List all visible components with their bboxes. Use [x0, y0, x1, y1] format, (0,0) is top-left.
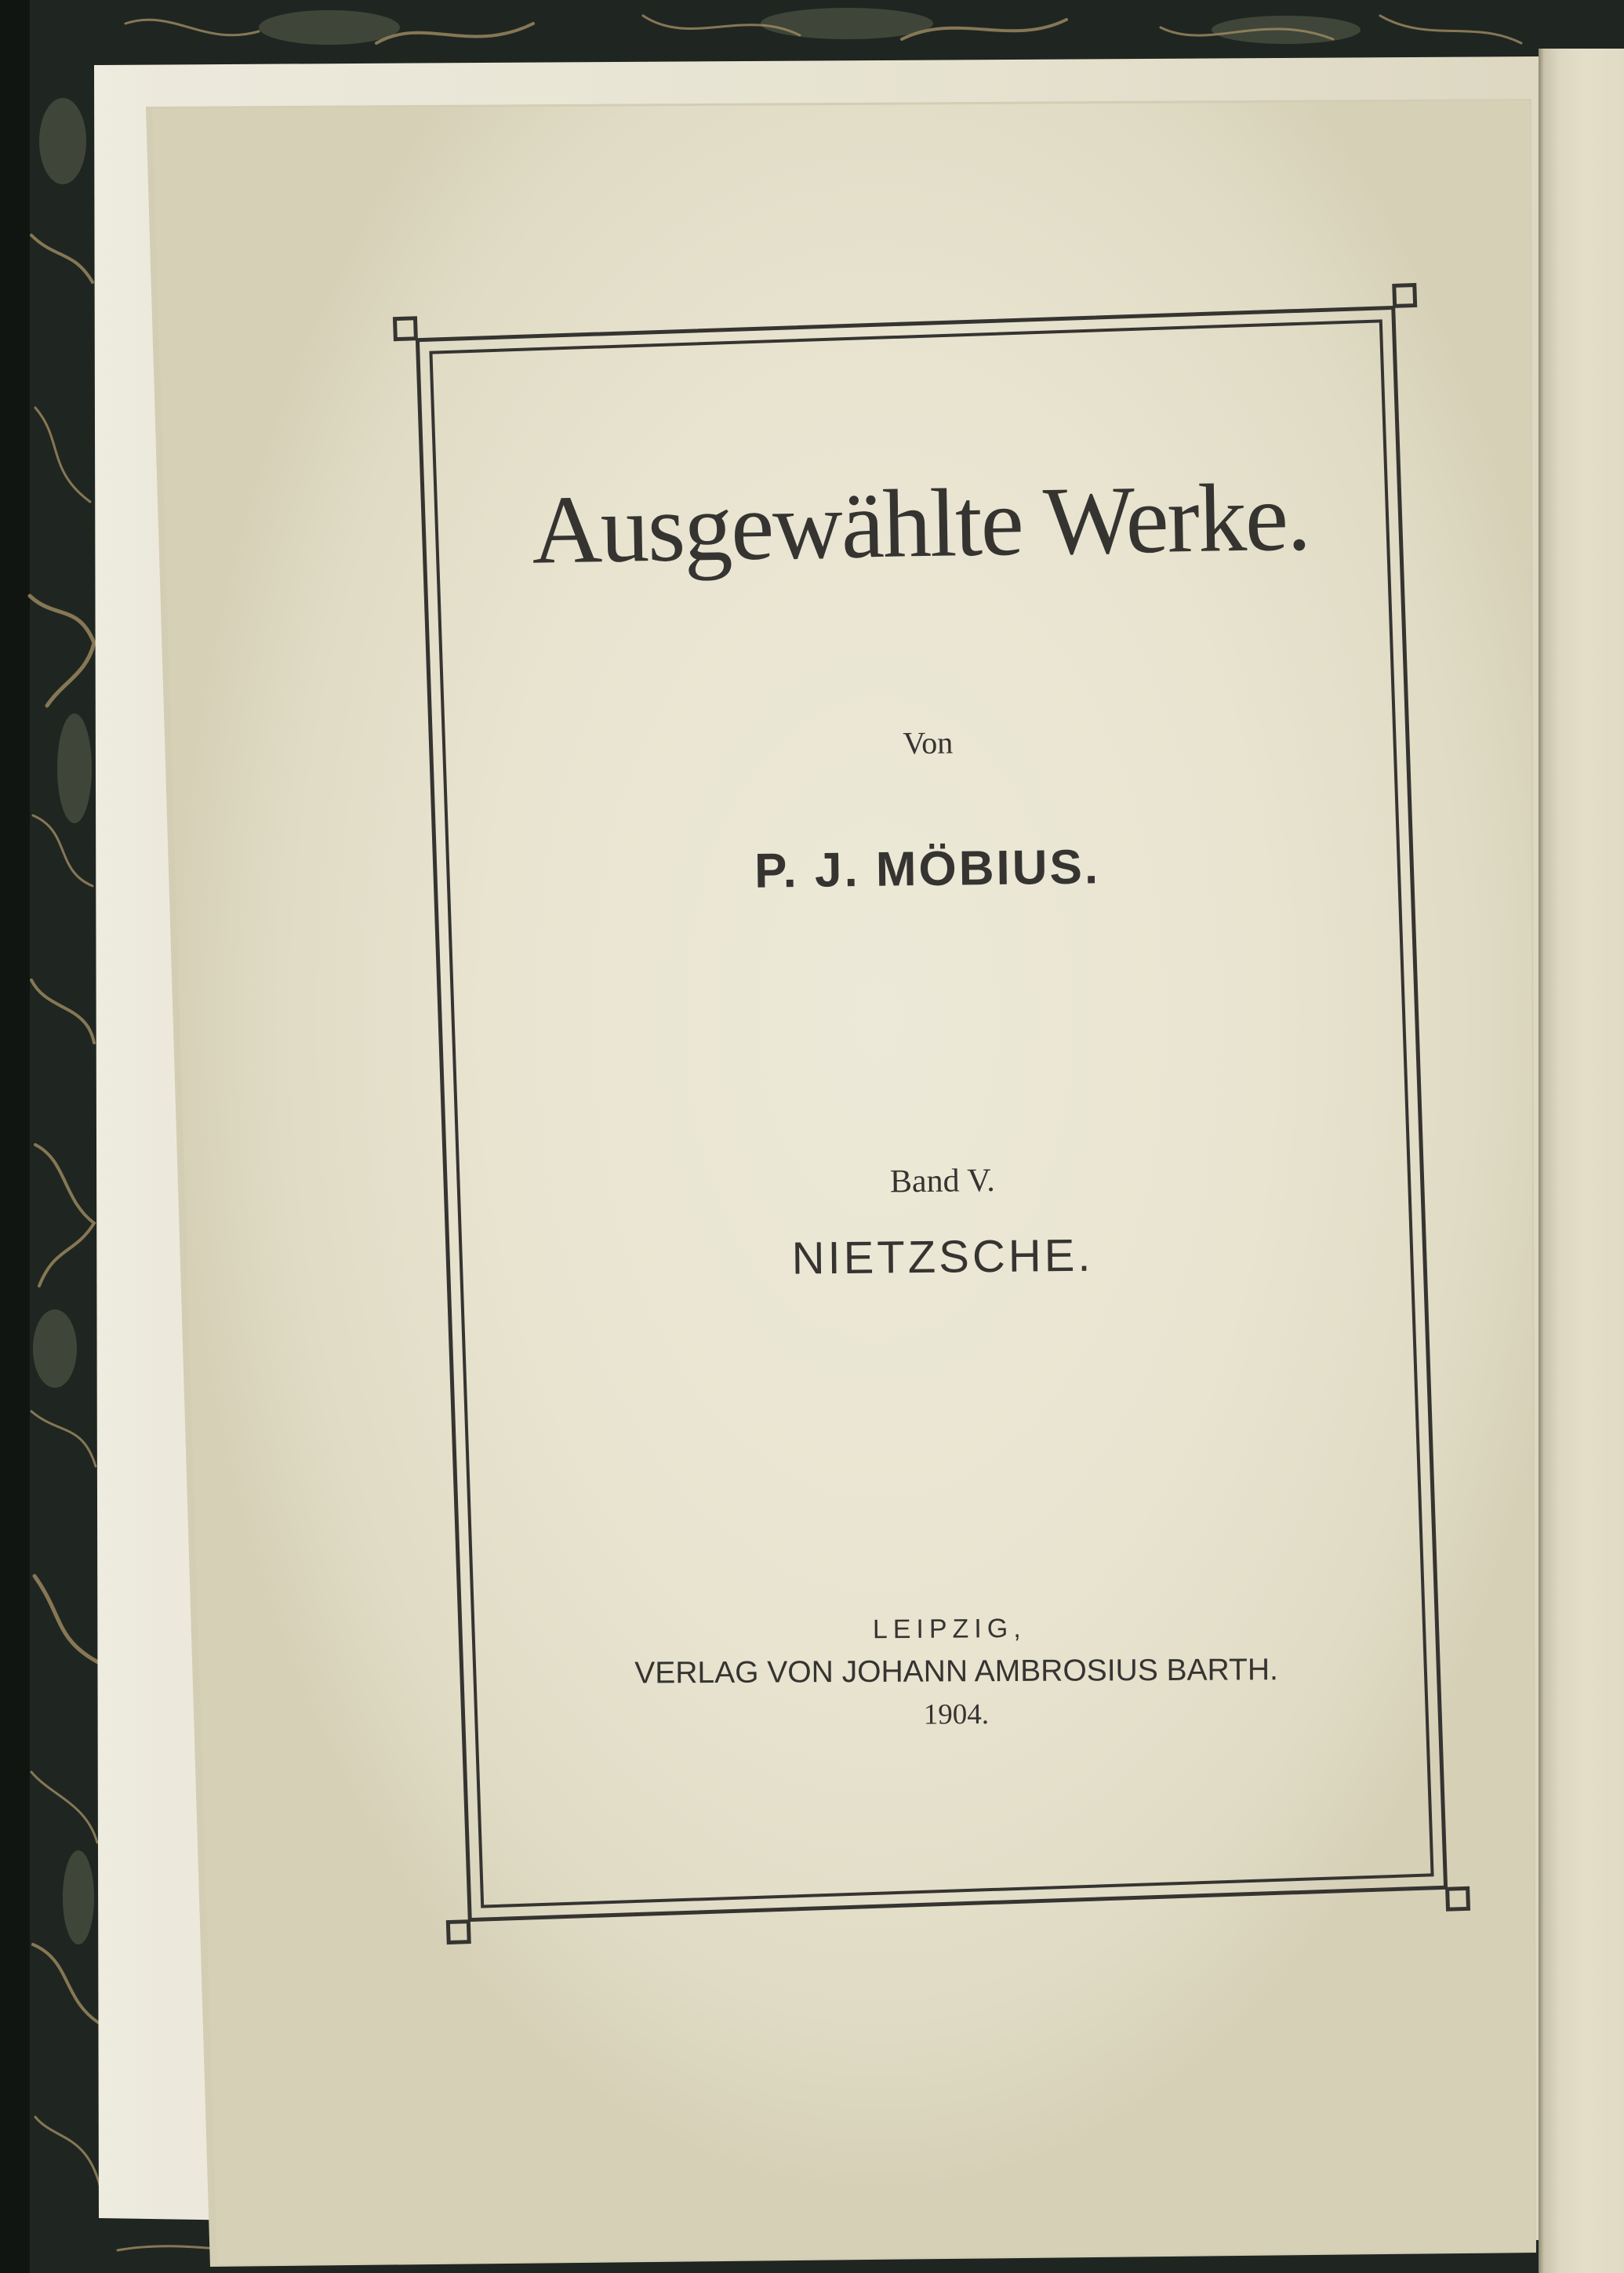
corner-square-bottom-right: [1445, 1886, 1470, 1912]
corner-square-bottom-left: [446, 1919, 471, 1944]
volume-title: NIETZSCHE.: [791, 1229, 1094, 1284]
book-title: Ausgewählte Werke.: [531, 463, 1310, 584]
publication-year: 1904.: [923, 1698, 990, 1731]
corner-square-top-right: [1392, 283, 1417, 308]
corner-square-top-left: [393, 316, 418, 341]
ornamental-border: [416, 306, 1448, 1922]
author-name: P. J. MÖBIUS.: [754, 840, 1101, 899]
volume-number: Band V.: [889, 1162, 996, 1200]
publication-place: LEIPZIG,: [872, 1613, 1026, 1645]
facing-page-edge: [1539, 49, 1624, 2273]
publisher-name: VERLAG VON JOHANN AMBROSIUS BARTH.: [634, 1653, 1279, 1690]
by-label: Von: [903, 724, 954, 761]
